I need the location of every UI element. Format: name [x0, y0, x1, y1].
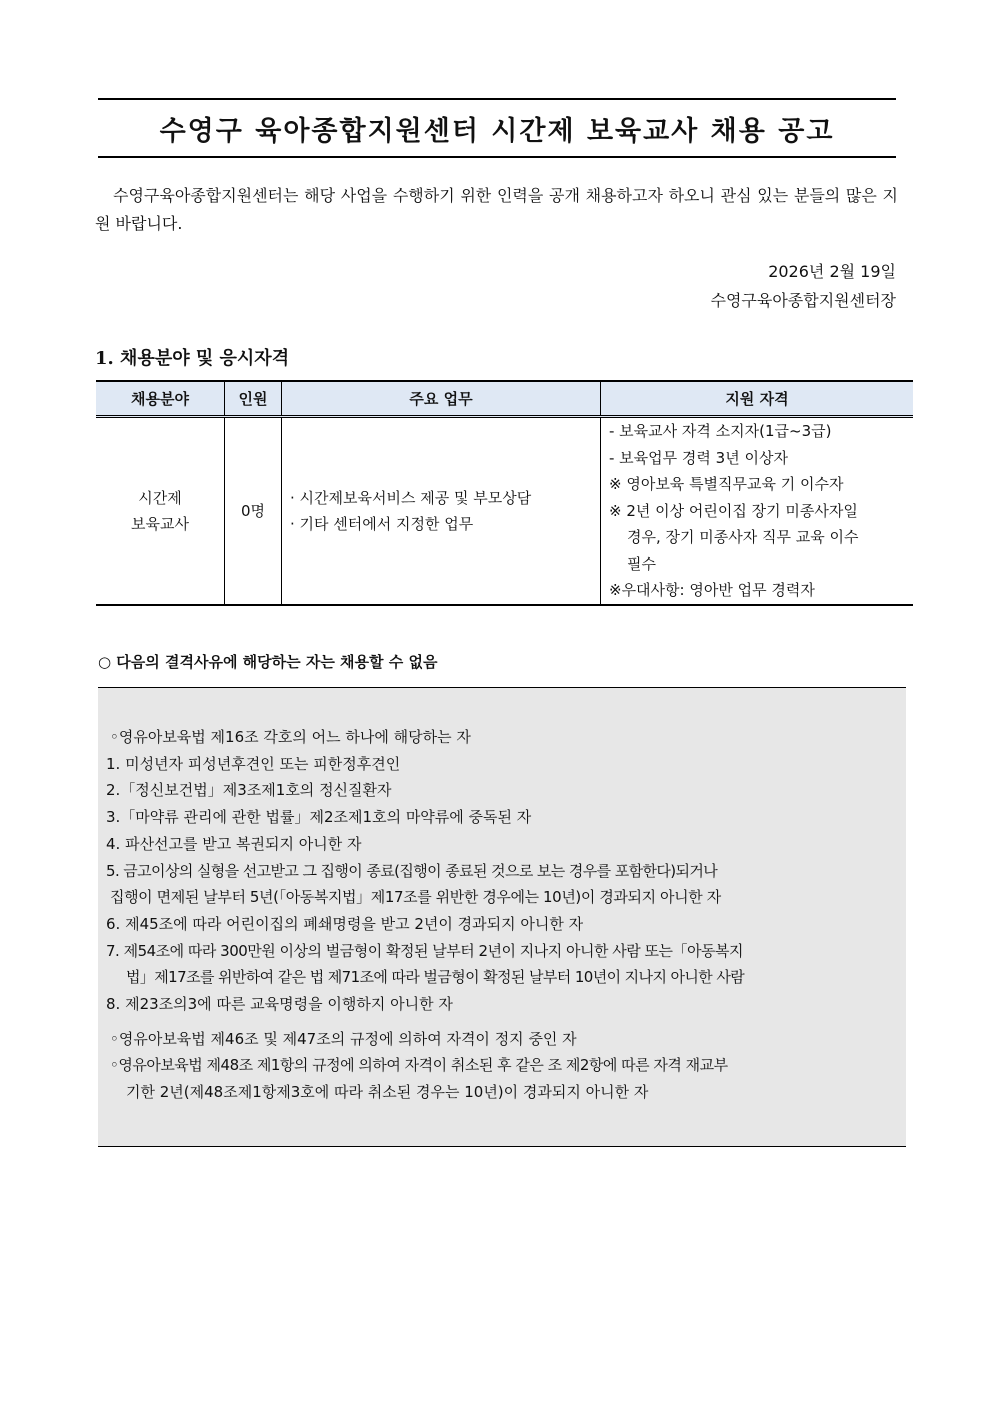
page-title: 수영구 육아종합지원센터 시간제 보육교사 채용 공고: [159, 115, 835, 147]
qualification-item: ※ 영아보육 특별직무교육 기 이수자: [609, 475, 844, 493]
list-item: 6. 제45조에 따라 어린이집의 폐쇄명령을 받고 2년이 경과되지 아니한 자: [106, 914, 584, 933]
list-item: ◦영유아보육법 제16조 각호의 어느 하나에 해당하는 자: [110, 728, 471, 746]
field-line: 시간제: [138, 488, 182, 507]
cell-duties: [282, 417, 601, 605]
duty-item: · 기타 센터에서 지정한 업무: [290, 514, 474, 533]
field-line: 보육교사: [131, 514, 189, 533]
list-item: 2.「정신보건법」제3조제1호의 정신질환자: [106, 781, 392, 800]
disqualification-heading: ○ 다음의 결격사유에 해당하는 자는 채용할 수 없음: [98, 653, 438, 671]
list-item: 4. 파산선고를 받고 복권되지 아니한 자: [106, 834, 362, 853]
qualification-item: ※우대사항: 영아반 업무 경력자: [609, 581, 815, 599]
header-count: 인원: [225, 381, 282, 417]
list-item: 3.「마약류 관리에 관한 법률」제2조제1호의 마약류에 중독된 자: [106, 808, 532, 827]
cell-qualifications: [601, 417, 914, 605]
list-item: ◦영유아보육법 제46조 및 제47조의 규정에 의하여 자격이 정지 중인 자: [110, 1029, 577, 1048]
intro-paragraph: 수영구육아종합지원센터는 해당 사업을 수행하기 위한 인력을 공개 채용하고자 하오니 관심 있는 분들의 많은 지원 바랍니다.: [95, 186, 898, 233]
list-item: 집행이 면제된 날부터 5년(「아동복지법」제17조를 위반한 경우에는 10년)이 경과되지 아니한 자: [110, 888, 721, 907]
qualification-item: - 보육교사 자격 소지자(1급~3급): [609, 422, 832, 440]
spacer: [106, 1018, 902, 1026]
header-field: 채용분야: [96, 381, 225, 417]
list-item: 5. 금고이상의 실형을 선고받고 그 집행이 종료(집행이 종료된 것으로 보는 경우를 포함한다)되거나: [106, 861, 718, 880]
duty-item: · 시간제보육서비스 제공 및 부모상담: [290, 488, 532, 507]
disqualification-box: [98, 687, 906, 1147]
list-item: 법」제17조를 위반하여 같은 법 제71조에 따라 벌금형이 확정된 날부터 10년이 지나지 아니한 사람: [126, 968, 745, 987]
qualification-item: 필수: [627, 554, 656, 573]
list-item: 8. 제23조의3에 따른 교육명령을 이행하지 아니한 자: [106, 995, 453, 1014]
disqualification-list: [106, 724, 902, 1106]
signer-name: 수영구육아종합지원센터장: [710, 291, 896, 310]
recruitment-table: [96, 380, 913, 606]
title-box: [98, 98, 896, 158]
section1-heading: 1. 채용분야 및 응시자격: [95, 348, 290, 369]
qualification-item: - 보육업무 경력 3년 이상자: [609, 448, 788, 467]
list-item: 1. 미성년자 피성년후견인 또는 피한정후견인: [106, 754, 401, 773]
cell-count: 0명: [225, 417, 282, 605]
table-row: [96, 417, 913, 605]
list-item: 기한 2년(제48조제1항제3호에 따라 취소된 경우는 10년)이 경과되지 아니한 자: [126, 1083, 649, 1102]
qualification-item: ※ 2년 이상 어린이집 장기 미종사자일: [609, 501, 858, 520]
table-header-row: [96, 381, 913, 417]
cell-field: [96, 417, 225, 605]
qualification-item: 경우, 장기 미종사자 직무 교육 이수: [627, 528, 859, 546]
header-qualifications: 지원 자격: [601, 381, 914, 417]
list-item: 7. 제54조에 따라 300만원 이상의 벌금형이 확정된 날부터 2년이 지나지 아니한 사람 또는「아동복지: [106, 941, 743, 960]
header-duties: 주요 업무: [282, 381, 601, 417]
list-item: ◦영유아보육법 제48조 제1항의 규정에 의하여 자격이 취소된 후 같은 조 제2항에 따른 자격 재교부: [110, 1056, 728, 1075]
announcement-date: 2026년 2월 19일: [768, 262, 896, 281]
